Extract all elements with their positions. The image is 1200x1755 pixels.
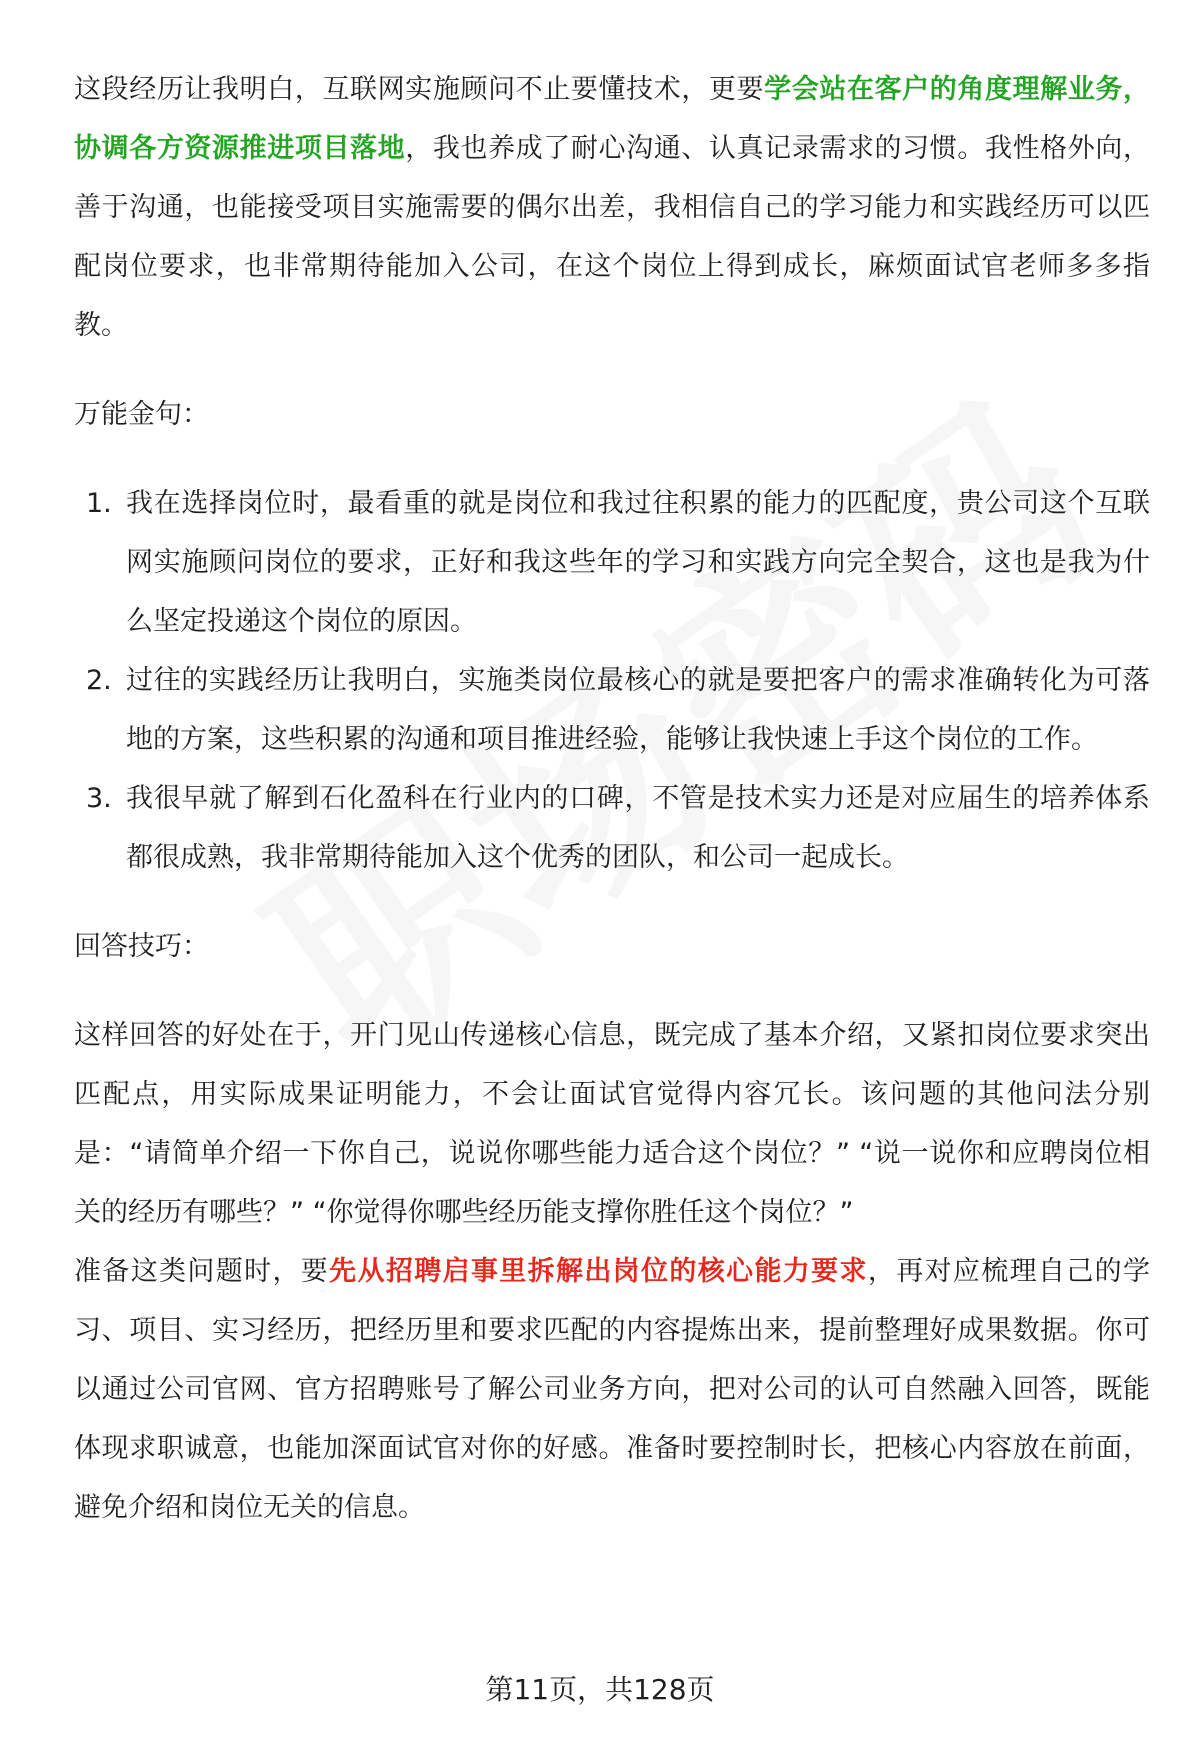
tips-text-before: 准备这类问题时，要: [74, 1256, 330, 1287]
tips-paragraph-2: [74, 1242, 1150, 1537]
tips-label: 回答技巧：: [74, 931, 209, 962]
list-item: [74, 769, 1150, 887]
tips-text-after: ，再对应梳理自己的学习、项目、实习经历，把经历里和要求匹配的内容提炼出来，提前整理好成果数据。你可以通过公司官网、官方招聘账号了解公司业务方向，把对公司的认可自然融入回答，既能体现求职诚意，也能加深面试官对你的好感。准备时要控制时长，把核心内容放在前面，避免介绍和岗位无关的信息。: [74, 1256, 1151, 1523]
list-item: [74, 474, 1150, 651]
golden-sentences-label: 万能金句：: [74, 399, 209, 430]
intro-paragraph: [74, 60, 1150, 355]
golden-sentences-list: [74, 474, 1150, 887]
intro-text-before: 这段经历让我明白，互联网实施顾问不止要懂技术，更要: [74, 74, 765, 105]
list-item-text: 我很早就了解到石化盈科在行业内的口碑，不管是技术实力还是对应届生的培养体系都很成熟，我非常期待能加入这个优秀的团队，和公司一起成长。: [126, 783, 1150, 873]
page-number: 第11页，共128页: [485, 1673, 715, 1706]
list-item-text: 过往的实践经历让我明白，实施类岗位最核心的就是要把客户的需求准确转化为可落地的方案，这些积累的沟通和项目推进经验，能够让我快速上手这个岗位的工作。: [126, 665, 1150, 755]
list-item: [74, 651, 1150, 769]
list-item-number: 1.: [86, 488, 112, 519]
list-item-text: 我在选择岗位时，最看重的就是岗位和我过往积累的能力的匹配度，贵公司这个互联网实施顾问岗位的要求，正好和我这些年的学习和实践方向完全契合，这也是我为什么坚定投递这个岗位的原因。: [126, 488, 1150, 637]
intro-highlight: 学会站在客户的角度理解业务，协调各方资源推进项目落地: [74, 74, 1151, 164]
list-item-number: 2.: [86, 665, 112, 696]
document-page: [74, 60, 1150, 1537]
list-item-number: 3.: [86, 783, 112, 814]
intro-text-after: ，我也养成了耐心沟通、认真记录需求的习惯。我性格外向，善于沟通，也能接受项目实施需要的偶尔出差，我相信自己的学习能力和实践经历可以匹配岗位要求，也非常期待能加入公司，在这个岗位上得到成长，麻烦面试官老师多多指教。: [74, 133, 1151, 341]
tips-highlight: 先从招聘启事里拆解出岗位的核心能力要求: [329, 1256, 868, 1287]
tips-paragraph-1: 这样回答的好处在于，开门见山传递核心信息，既完成了基本介绍，又紧扣岗位要求突出匹配点，用实际成果证明能力，不会让面试官觉得内容冗长。该问题的其他问法分别是：“请简单介绍一下你自己，说说你哪些能力适合这个岗位？” “说一说你和应聘岗位相关的经历有哪些？” “你觉得你哪些经历能支撑你胜任这个岗位？”: [74, 1020, 1150, 1228]
